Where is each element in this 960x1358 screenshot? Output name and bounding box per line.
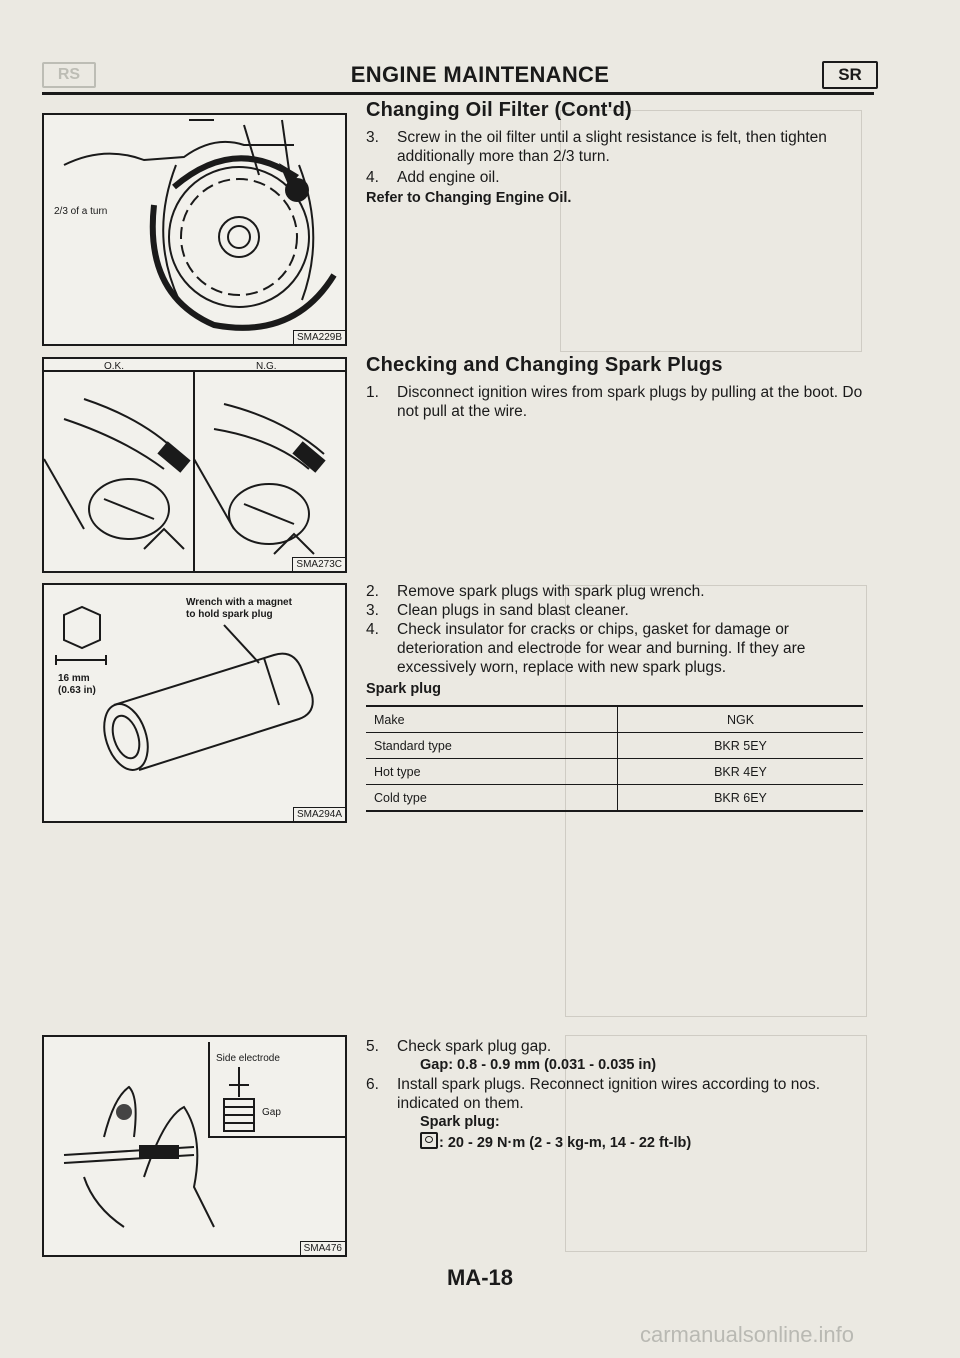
step-text: Clean plugs in sand blast cleaner. (397, 602, 629, 619)
page-header-title: ENGINE MAINTENANCE (350, 62, 610, 87)
figure-label-ng: N.G. (256, 361, 277, 372)
step-text: Install spark plugs. Reconnect ignition wires according to nos. indicated on them. (397, 1076, 821, 1112)
table-cell-label: Standard type (366, 733, 618, 759)
step-text: Check spark plug gap. (397, 1038, 552, 1055)
table-row (366, 706, 863, 733)
oil-filter-step-3 (366, 128, 866, 166)
figure-label-turn: 2/3 of a turn (54, 206, 108, 217)
figure-label-wrench-2: to hold spark plug (186, 609, 273, 620)
figure-code: SMA294A (293, 807, 345, 821)
step-number: 5. (366, 1038, 379, 1055)
table-cell-value: BKR 5EY (618, 733, 864, 759)
table-row (366, 733, 863, 759)
step-text: Remove spark plugs with spark plug wrench. (397, 583, 705, 600)
ignition-wire-illustration (44, 359, 345, 571)
step-number: 3. (366, 129, 379, 146)
torque-spec: : 20 - 29 N·m (2 - 3 kg-m, 14 - 22 ft-lb) (439, 1135, 692, 1151)
header-rule (42, 92, 874, 95)
step-number: 4. (366, 169, 379, 186)
table-cell-label: Cold type (366, 785, 618, 812)
step-text: Check insulator for cracks or chips, gasket for damage or deterioration and electrode for wear and burning. If they are excessively worn, replace with new spark plugs. (397, 621, 806, 676)
page-number: MA-18 (446, 1265, 513, 1290)
step-text: Add engine oil. (397, 169, 500, 186)
oil-filter-reference: Refer to Changing Engine Oil. (366, 190, 572, 206)
header-section-tag-right: SR (822, 61, 878, 89)
torque-wrench-icon (420, 1132, 438, 1149)
figure-label-wrench-1: Wrench with a magnet (186, 597, 292, 608)
figure-oil-filter-turn (42, 113, 347, 346)
table-row (366, 759, 863, 785)
figure-label-ok: O.K. (104, 361, 125, 372)
step-number: 6. (366, 1076, 379, 1093)
spark-step-2 (366, 582, 866, 601)
step-text: Disconnect ignition wires from spark plugs by pulling at the boot. Do not pull at the wire. (397, 384, 863, 420)
spark-step-6 (366, 1075, 866, 1113)
step-text: Screw in the oil filter until a slight resistance is felt, then tighten additionally more than 2/3 turn. (397, 129, 827, 165)
spark-plug-table (366, 705, 863, 812)
table-cell-label: Make (366, 706, 618, 733)
gap-gauge-illustration (44, 1037, 345, 1255)
figure-label-size-1: 16 mm (58, 673, 90, 684)
figure-spark-plug-wrench (42, 583, 347, 823)
figure-ignition-wire (42, 357, 347, 573)
watermark: carmanualsonline.info (640, 1322, 855, 1347)
step-number: 4. (366, 621, 379, 638)
section-title-oil-filter: Changing Oil Filter (Cont'd) (366, 99, 632, 121)
spark-plug-table-title: Spark plug (366, 681, 441, 697)
header-section-tag-left: RS (42, 62, 96, 88)
figure-code: SMA476 (300, 1241, 345, 1255)
step-number: 3. (366, 602, 379, 619)
oil-filter-step-4 (366, 168, 866, 187)
table-row (366, 785, 863, 812)
figure-label-gap: Gap (262, 1107, 281, 1118)
table-cell-value: BKR 4EY (618, 759, 864, 785)
figure-code: SMA229B (293, 330, 345, 344)
spark-step-3 (366, 601, 866, 620)
figure-spark-plug-gap (42, 1035, 347, 1257)
step-number: 1. (366, 384, 379, 401)
gap-spec: Gap: 0.8 - 0.9 mm (0.031 - 0.035 in) (420, 1057, 657, 1073)
torque-label: Spark plug: (420, 1114, 500, 1130)
table-cell-value: NGK (618, 706, 864, 733)
section-title-spark-plugs: Checking and Changing Spark Plugs (366, 354, 723, 376)
spark-step-1 (366, 383, 866, 421)
step-number: 2. (366, 583, 379, 600)
figure-code: SMA273C (292, 557, 345, 571)
figure-label-side-electrode: Side electrode (216, 1053, 280, 1064)
spark-step-4 (366, 620, 866, 677)
oil-filter-illustration (44, 115, 345, 344)
table-cell-value: BKR 6EY (618, 785, 864, 812)
table-cell-label: Hot type (366, 759, 618, 785)
torque-spec-line (420, 1132, 691, 1153)
spark-step-5 (366, 1037, 866, 1056)
figure-label-size-2: (0.63 in) (58, 685, 96, 696)
